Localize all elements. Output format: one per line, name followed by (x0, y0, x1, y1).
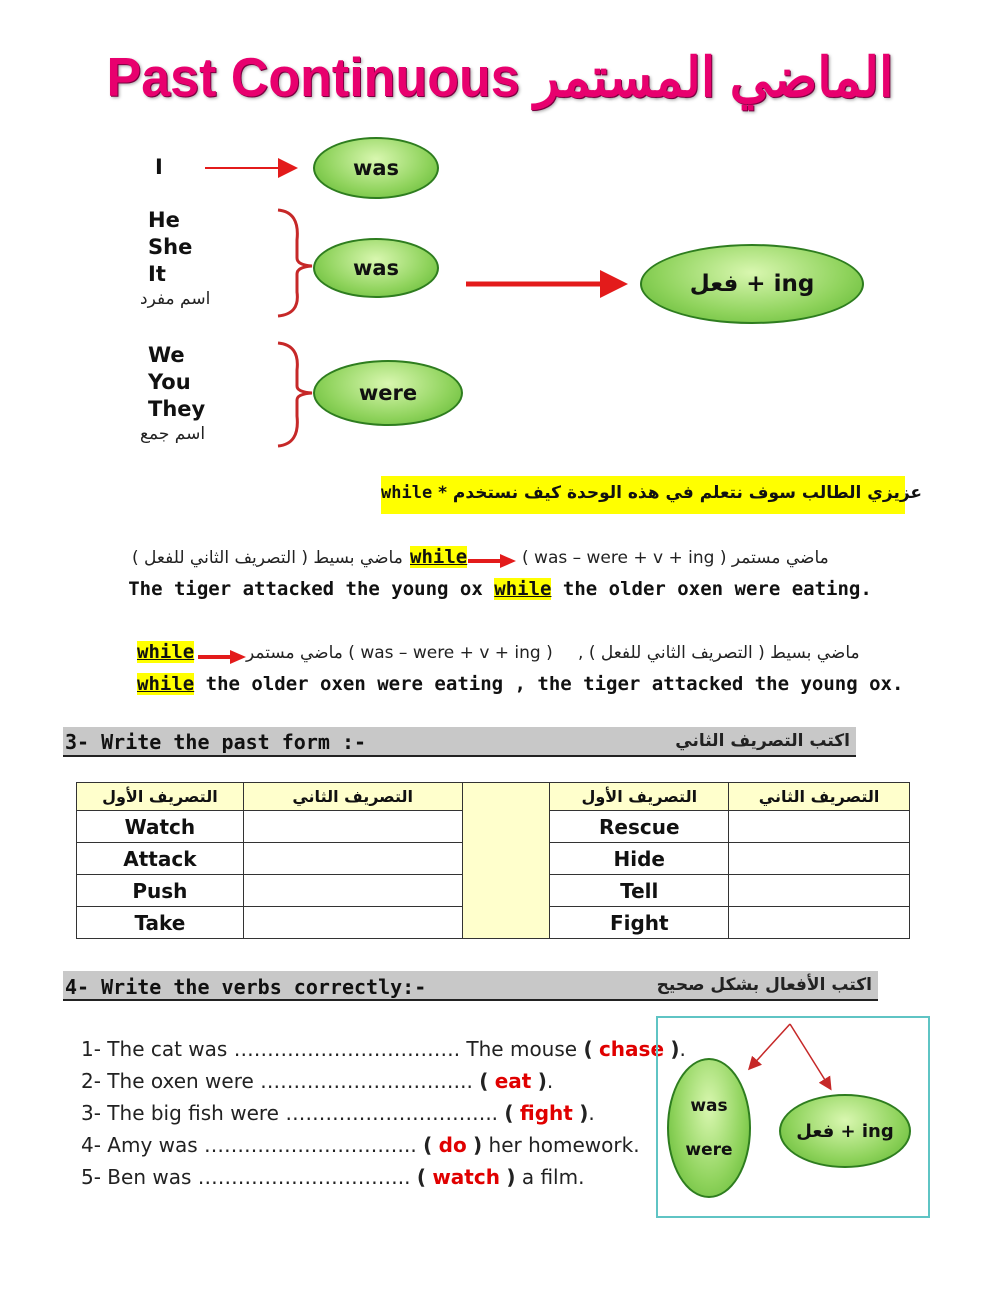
pronoun-he: He (148, 208, 180, 232)
mini-oval-verb-ing: فعل + ing (779, 1094, 911, 1168)
header-first-form-left: التصريف الأول (77, 783, 244, 811)
answer-cell[interactable] (729, 811, 910, 843)
rule1-simple-past: ماضي بسيط ( التصريف الثاني للفعل ) (132, 548, 403, 568)
pronoun-group-singular (148, 207, 192, 288)
verb-cell: Watch (77, 811, 244, 843)
answer-cell[interactable] (243, 907, 462, 939)
past-form-table (76, 782, 910, 939)
rule1-sentence-before: The tiger attacked the young ox (128, 578, 483, 600)
verb-cell: Take (77, 907, 244, 939)
item-after: a film. (521, 1165, 585, 1189)
list-item: 3- The big fish were ………………………….. ( fight ). (81, 1101, 595, 1125)
item-verb: chase (598, 1037, 665, 1061)
section3-arabic: اكتب التصريف الثاني (675, 731, 850, 751)
while-intro-word: while (381, 483, 433, 503)
while-intro-text: * عزيزي الطالب سوف نتعلم في هذه الوحدة كيف نستخدم (438, 483, 923, 503)
rule2-simple-past: , ماضي بسيط ( التصريف الثاني للفعل ) (578, 643, 860, 663)
oval-was-1: was (313, 137, 439, 199)
section4-title: 4- Write the verbs correctly:- (65, 975, 427, 999)
rule2-while-word: while (137, 641, 195, 663)
header-second-form-left: التصريف الثاني (243, 783, 462, 811)
pronoun-it: It (148, 262, 166, 286)
section3-title: 3- Write the past form :- (65, 730, 367, 754)
while-intro-box (381, 476, 923, 514)
pronoun-we: We (148, 343, 185, 367)
note-plural: اسم جمع (140, 424, 206, 444)
pronoun-you: You (148, 370, 191, 394)
section4-header (63, 971, 878, 1001)
item-text: 3- The big fish were ………………………….. (81, 1101, 499, 1125)
list-item: 2- The oxen were ………………………….. ( eat ). (81, 1069, 554, 1093)
verb-cell: Push (77, 875, 244, 907)
item-text: 1- The cat was ……………………………. The mouse (81, 1037, 578, 1061)
mini-aux-was: was (690, 1096, 728, 1116)
rule2-arrow-icon (196, 648, 248, 666)
verb-cell: Hide (550, 843, 729, 875)
item-text: 5- Ben was ………………………….. (81, 1165, 411, 1189)
rule1-sentence-after: the older oxen were eating. (562, 578, 872, 600)
answer-cell[interactable] (729, 843, 910, 875)
section4-arabic: اكتب الأفعال بشكل صحيح (656, 975, 872, 995)
rule1-sentence (0, 578, 1000, 600)
rule2-while (137, 641, 194, 663)
pronoun-group-plural (148, 342, 205, 423)
answer-cell[interactable] (729, 875, 910, 907)
title-english: Past Continuous (106, 47, 520, 109)
item-after: . (546, 1069, 554, 1093)
item-after: her homework. (488, 1133, 640, 1157)
oval-verb-ing: فعل + ing (640, 244, 864, 324)
pronoun-i: I (155, 155, 163, 179)
table-spacer (462, 783, 550, 939)
list-item: 1- The cat was ……………………………. The mouse ( chase ). (81, 1037, 686, 1061)
rule2-sentence-while: while (137, 673, 195, 695)
oval-were: were (313, 360, 463, 426)
rule2-past-continuous: ماضي مستمر ( was – were + v + ing ) (246, 643, 553, 663)
big-arrow-head (600, 270, 628, 298)
header-second-form-right: التصريف الثاني (729, 783, 910, 811)
rule1-while (410, 546, 467, 568)
item-verb: watch (432, 1165, 500, 1189)
verb-cell: Rescue (550, 811, 729, 843)
rule2-sentence-after: the older oxen were eating , the tiger attacked the young ox. (205, 673, 904, 695)
bracket-plural (278, 343, 312, 446)
list-item: 4- Amy was ………………………….. ( do ) her homework. (81, 1133, 640, 1157)
item-verb: do (438, 1133, 467, 1157)
verb-cell: Attack (77, 843, 244, 875)
table-header-row (77, 783, 910, 811)
note-singular: اسم مفرد (140, 289, 211, 309)
answer-cell[interactable] (243, 811, 462, 843)
item-verb: eat (494, 1069, 532, 1093)
rule2-sentence (137, 673, 903, 695)
item-after: . (588, 1101, 595, 1125)
pronoun-they: They (148, 397, 206, 421)
exercise-list (81, 1033, 686, 1193)
answer-cell[interactable] (243, 843, 462, 875)
item-after: . (679, 1037, 686, 1061)
oval-was-2: was (313, 238, 439, 298)
mini-diagram (656, 1016, 930, 1218)
while-intro-line (381, 483, 923, 503)
title-arabic: الماضي المستمر (534, 47, 894, 109)
section3-header (63, 727, 856, 757)
rule1-sentence-while: while (494, 578, 552, 600)
pronoun-she: She (148, 235, 193, 259)
header-first-form-right: التصريف الأول (550, 783, 729, 811)
rule1-while-word: while (410, 546, 468, 568)
item-text: 4- Amy was ………………………….. (81, 1133, 417, 1157)
mini-oval-aux (667, 1058, 751, 1198)
rule1-arrow-icon (466, 552, 518, 570)
list-item: 5- Ben was ………………………….. ( watch ) a film. (81, 1165, 585, 1189)
verb-cell: Tell (550, 875, 729, 907)
verb-cell: Fight (550, 907, 729, 939)
item-text: 2- The oxen were ………………………….. (81, 1069, 473, 1093)
rule1-past-continuous: ( was – were + v + ing ) ماضي مستمر (522, 548, 829, 568)
answer-cell[interactable] (243, 875, 462, 907)
item-verb: fight (519, 1101, 573, 1125)
answer-cell[interactable] (729, 907, 910, 939)
mini-aux-were: were (685, 1140, 733, 1160)
bracket-singular (278, 210, 312, 316)
